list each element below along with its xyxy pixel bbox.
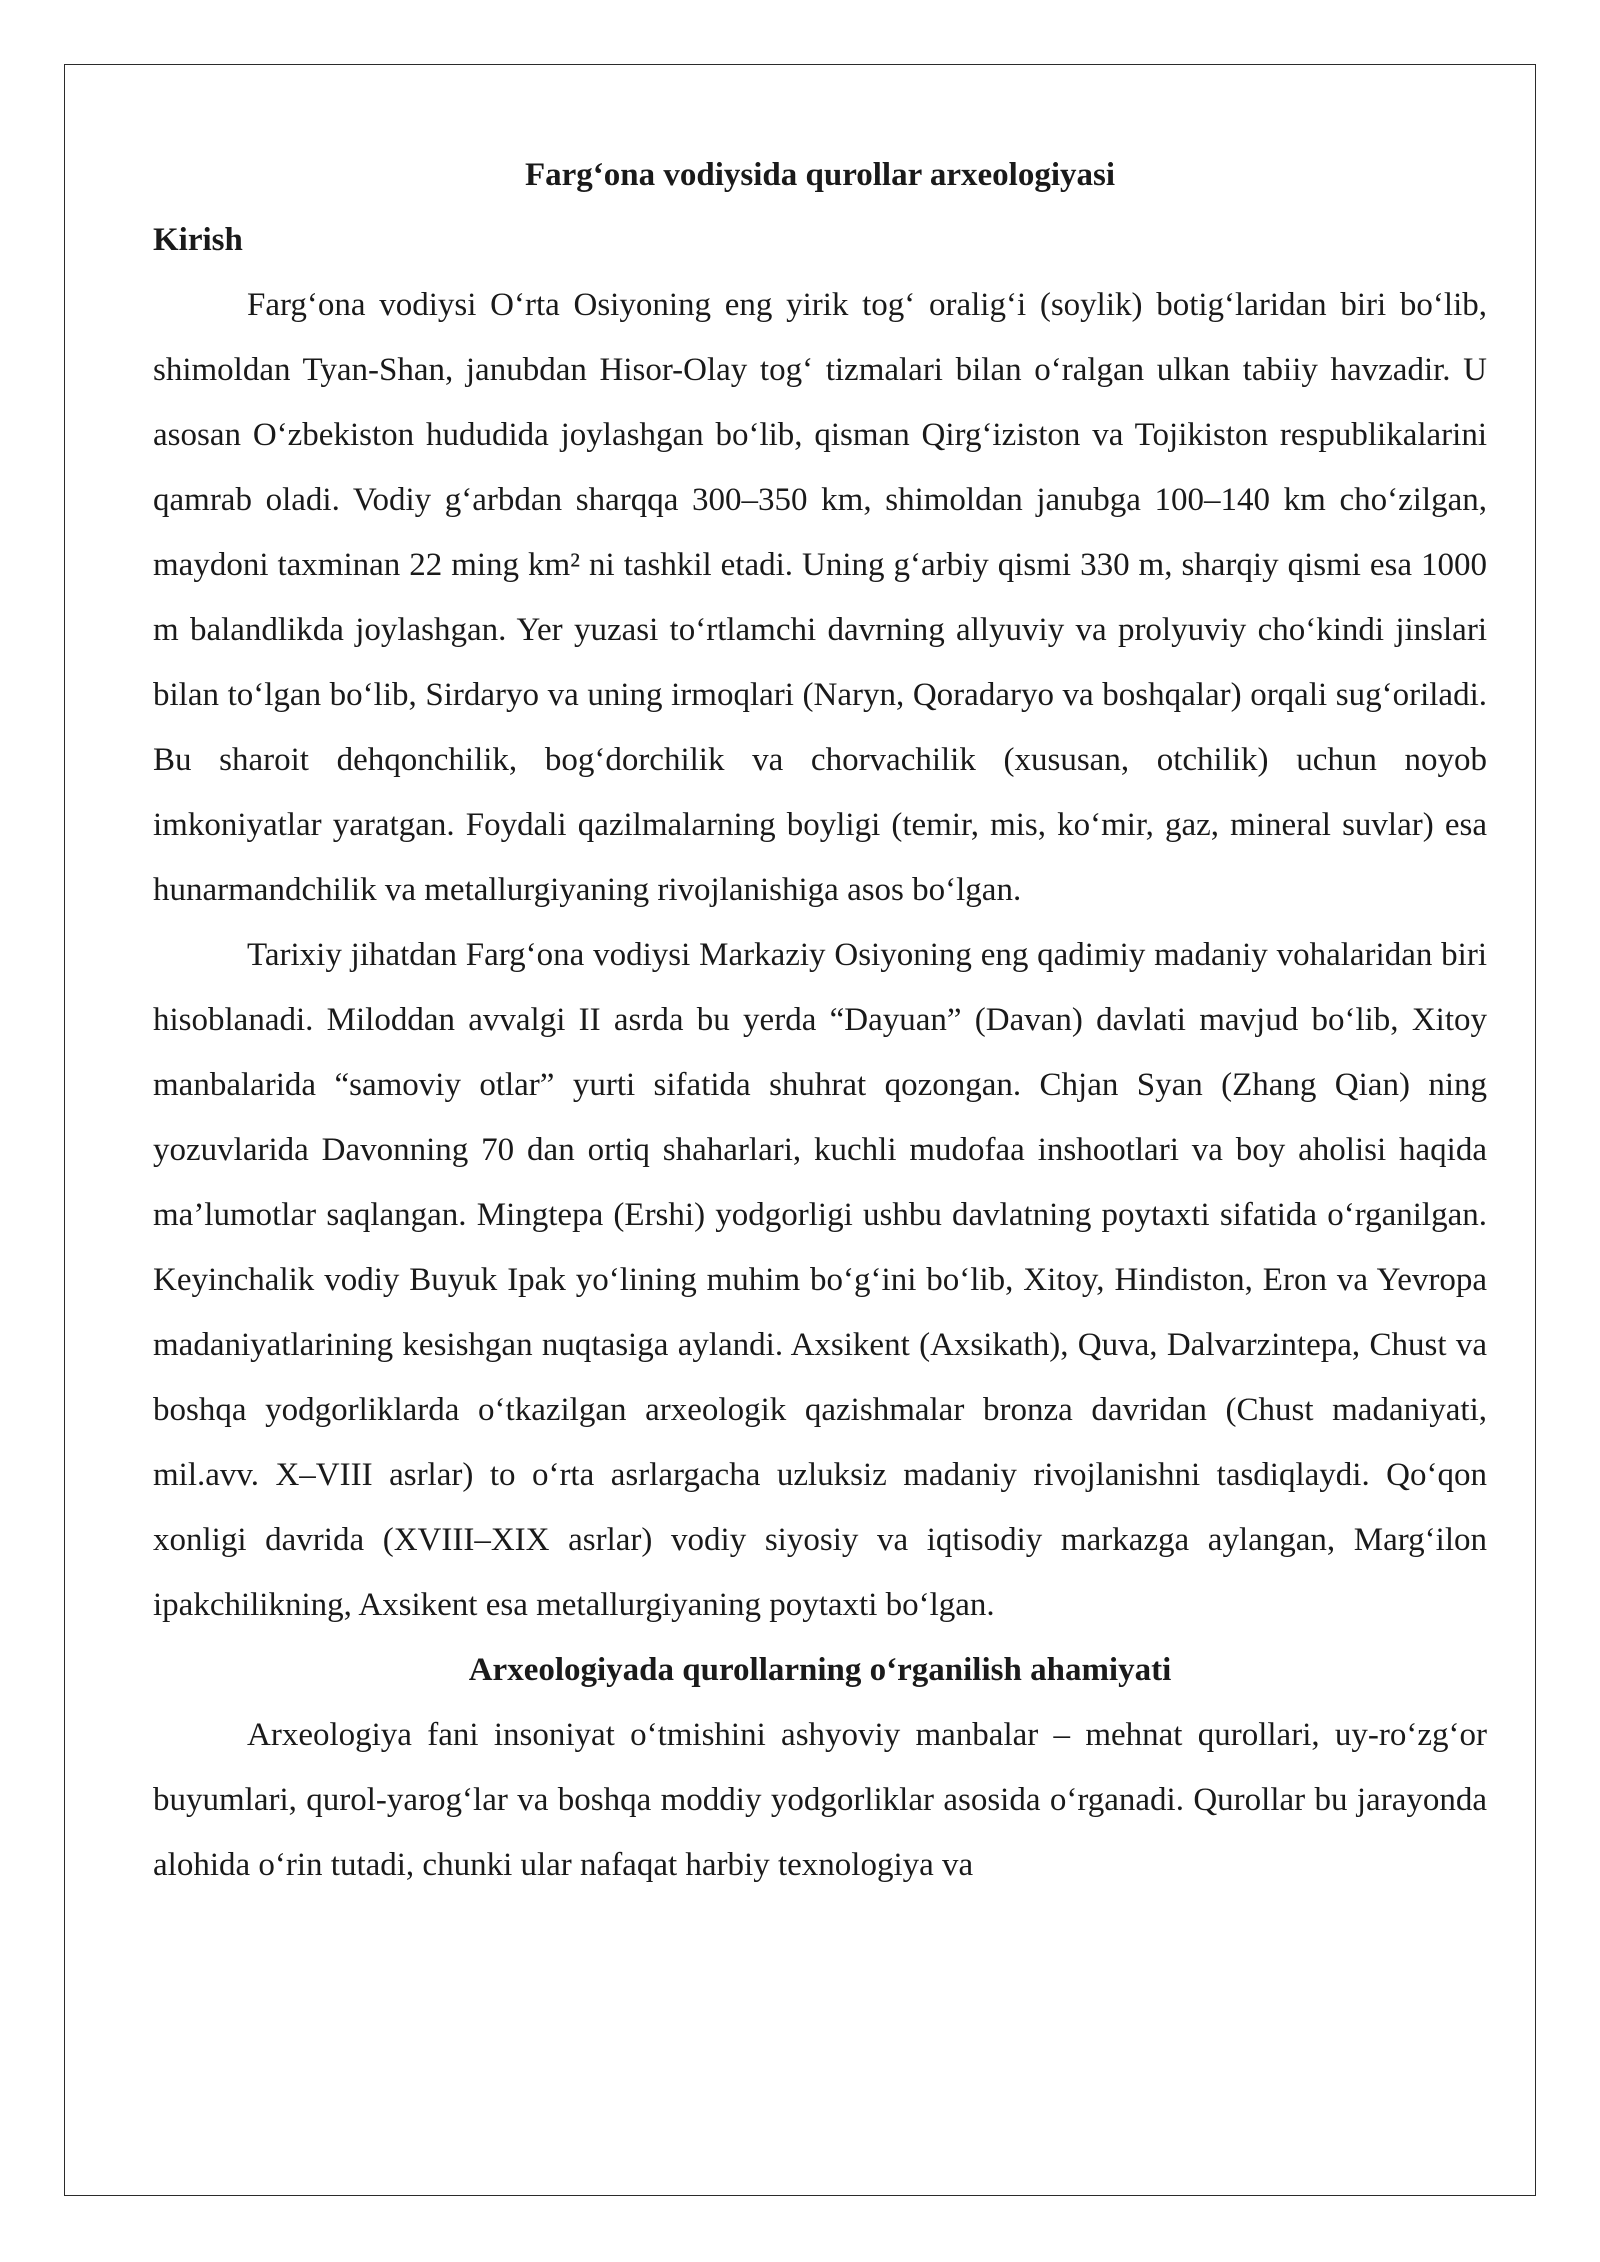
section-heading: Arxeologiyada qurollarning o‘rganilish ahamiyati (468, 1652, 1172, 1688)
intro-heading: Kirish (153, 222, 243, 258)
paragraph: Farg‘ona vodiysi O‘rta Osiyoning eng yirik tog‘ oralig‘i (soylik) botig‘laridan biri bo‘lib, shimoldan Tyan-Shan, janubdan Hisor-Olay tog‘ tizmalari bilan o‘ralgan ulkan tabiiy havzadir. U asosan O‘zbekiston hududida joylashgan bo‘lib, qisman Qirg‘iziston va Tojikiston respublikalarini qamrab oladi. Vodiy g‘arbdan sharqqa 300–350 km, shimoldan janubga 100–140 km cho‘zilgan, maydoni taxminan 22 ming km² ni tashkil etadi. Uning g‘arbiy qismi 330 m, sharqiy qismi esa 1000 m balandlikda joylashgan. Yer yuzasi to‘rtlamchi davrning allyuviy va prolyuviy cho‘kindi jinslari bilan to‘lgan bo‘lib, Sirdaryo va uning irmoqlari (Naryn, Qoradaryo va boshqalar) orqali sug‘oriladi. Bu sharoit dehqonchilik, bog‘dorchilik va chorvachilik (xususan, otchilik) uchun noyob imkoniyatlar yaratgan. Foydali qazilmalarning boyligi (temir, mis, ko‘mir, gaz, mineral suvlar) esa hunarmandchilik va metallurgiyaning rivojlanishiga asos bo‘lgan. (153, 287, 1487, 908)
paragraph: Tarixiy jihatdan Farg‘ona vodiysi Markaziy Osiyoning eng qadimiy madaniy vohalaridan biri hisoblanadi. Miloddan avvalgi II asrda bu yerda “Dayuan” (Davan) davlati mavjud bo‘lib, Xitoy manbalarida “samoviy otlar” yurti sifatida shuhrat qozongan. Chjan Syan (Zhang Qian) ning yozuvlarida Davonning 70 dan ortiq shaharlari, kuchli mudofaa inshootlari va boy aholisi haqida ma’lumotlar saqlangan. Mingtepa (Ershi) yodgorligi ushbu davlatning poytaxti sifatida o‘rganilgan. Keyinchalik vodiy Buyuk Ipak yo‘lining muhim bo‘g‘ini bo‘lib, Xitoy, Hindiston, Eron va Yevropa madaniyatlarining kesishgan nuqtasiga aylandi. Axsikent (Axsikath), Quva, Dalvarzintepa, Chust va boshqa yodgorliklarda o‘tkazilgan arxeologik qazishmalar bronza davridan (Chust madaniyati, mil.avv. X–VIII asrlar) to o‘rta asrlargacha uzluksiz madaniy rivojlanishni tasdiqlaydi. Qo‘qon xonligi davrida (XVIII–XIX asrlar) vodiy siyosiy va iqtisodiy markazga aylangan, Marg‘ilon ipakchilikning, Axsikent esa metallurgiyaning poytaxti bo‘lgan. (153, 937, 1487, 1623)
paragraph: Arxeologiya fani insoniyat o‘tmishini ashyoviy manbalar – mehnat qurollari, uy-ro‘zg‘or buyumlari, qurol-yarog‘lar va boshqa moddiy yodgorliklar asosida o‘rganadi. Qurollar bu jarayonda alohida o‘rin tutadi, chunki ular nafaqat harbiy texnologiya va (153, 1717, 1487, 1883)
document-body (153, 143, 1487, 1898)
document-title: Farg‘ona vodiysida qurollar arxeologiyasi (524, 157, 1116, 193)
